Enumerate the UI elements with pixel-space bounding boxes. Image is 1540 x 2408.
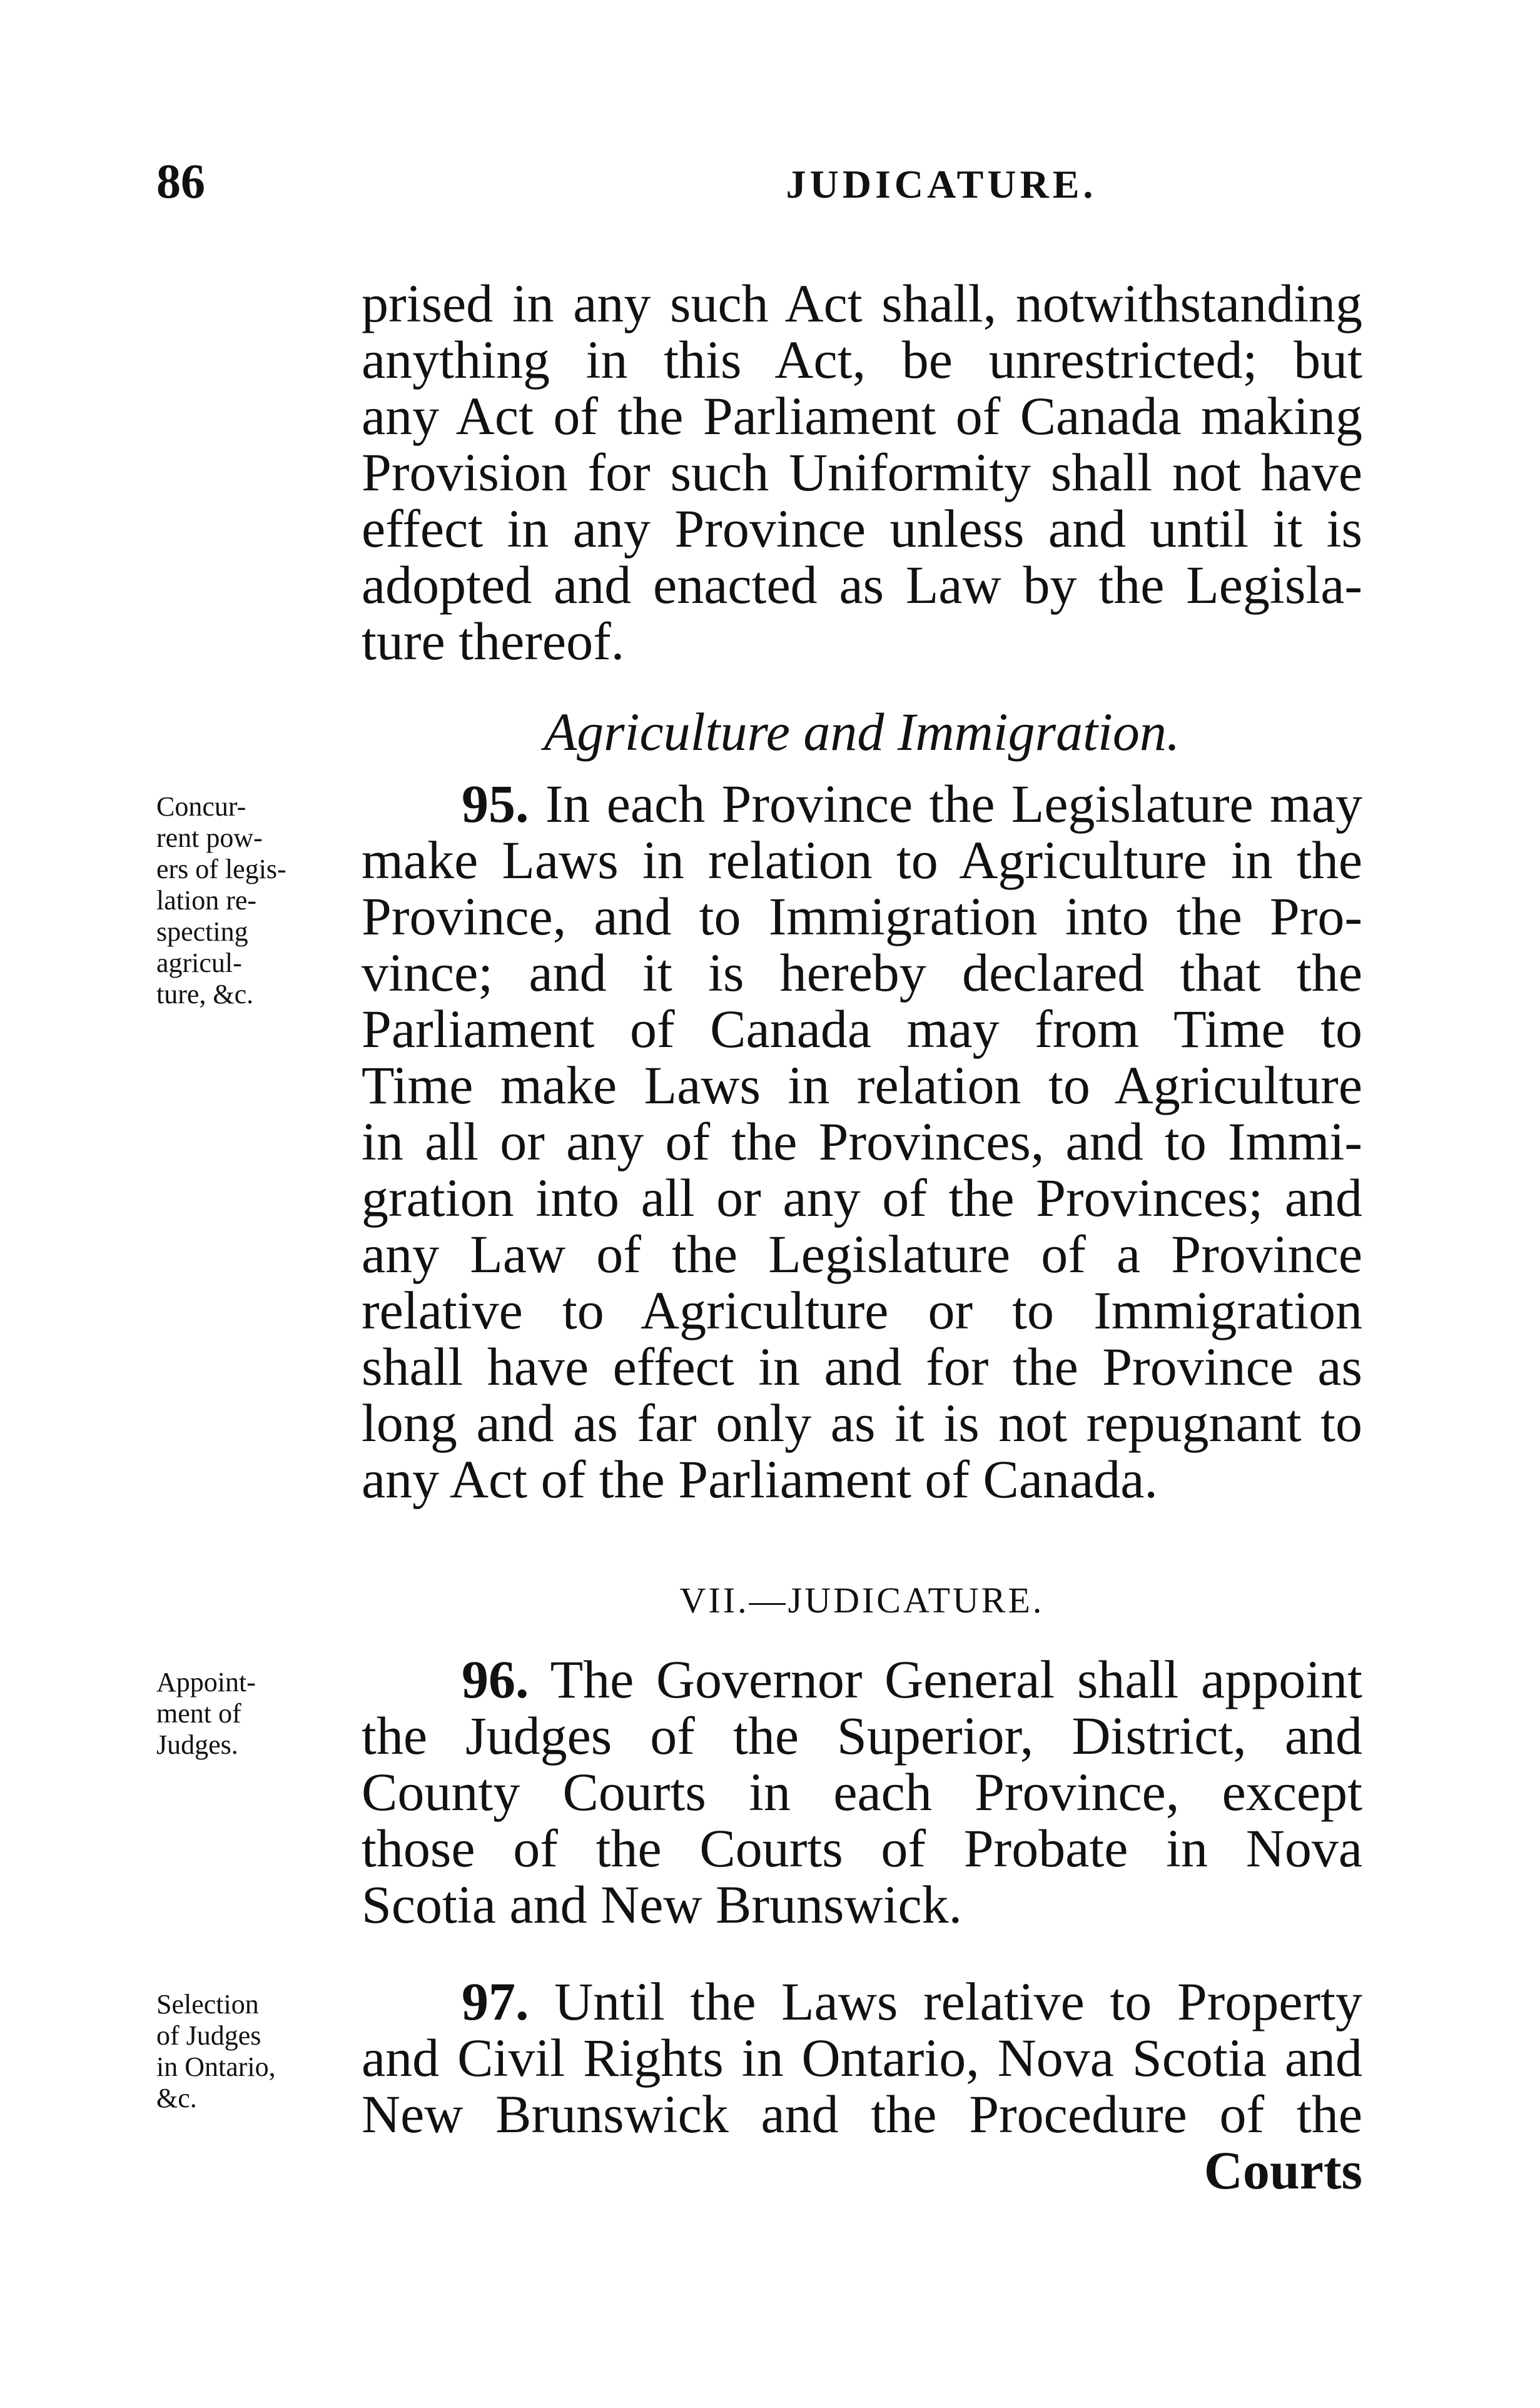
text-line: long and as far only as it is not repugnant to	[362, 1393, 1362, 1453]
text-line: Province, and to Immigration into the Pro-	[362, 886, 1362, 946]
marginal-line: rent pow-	[156, 822, 263, 853]
section-97-paragraph	[362, 1973, 1362, 2198]
section-96-paragraph	[362, 1651, 1362, 1933]
marginal-line: Selection	[156, 1989, 259, 2020]
text-line: any Act of the Parliament of Canada.	[362, 1449, 1158, 1509]
page-number: 86	[156, 154, 205, 208]
running-head: JUDICATURE.	[786, 162, 1097, 206]
text-line: and Civil Rights in Ontario, Nova Scotia and	[362, 2028, 1362, 2088]
catchword: Courts	[1203, 2140, 1362, 2200]
text-line: the Judges of the Superior, District, and	[362, 1706, 1362, 1766]
text-line: prised in any such Act shall, notwithstanding	[362, 273, 1362, 333]
text-line: any Law of the Legislature of a Province	[362, 1224, 1362, 1284]
text-line: Parliament of Canada may from Time to	[362, 999, 1362, 1059]
marginal-note-96	[156, 1667, 344, 1761]
marginal-note-97	[156, 1989, 344, 2114]
text-line-content: The Governor General shall appoint	[529, 1649, 1362, 1709]
text-line-content: Until the Laws relative to Property	[529, 1971, 1362, 2031]
text-line: Scotia and New Brunswick.	[362, 1874, 963, 1935]
marginal-line: lation re-	[156, 885, 257, 916]
text-line: make Laws in relation to Agriculture in the	[362, 830, 1362, 890]
section-95-paragraph	[362, 776, 1362, 1507]
text-line: any Act of the Parliament of Canada making	[362, 386, 1362, 446]
text-line: Time make Laws in relation to Agriculture	[362, 1055, 1362, 1115]
text-line: gration into all or any of the Provinces; and	[362, 1168, 1362, 1228]
text-line	[362, 1651, 1362, 1707]
marginal-line: Appoint-	[156, 1667, 256, 1697]
text-line: adopted and enacted as Law by the Legisla-	[362, 555, 1362, 615]
marginal-note-95	[156, 791, 344, 1010]
section-number-96: 96.	[462, 1649, 529, 1709]
text-line: anything in this Act, be unrestricted; but	[362, 330, 1362, 390]
continuation-paragraph	[362, 275, 1362, 669]
marginal-line: ers of legis-	[156, 854, 286, 884]
text-line	[362, 776, 1362, 832]
marginal-line: of Judges	[156, 2020, 261, 2051]
text-line: those of the Courts of Probate in Nova	[362, 1818, 1362, 1878]
text-line: ture thereof.	[362, 611, 625, 671]
text-line: effect in any Province unless and until it is	[362, 498, 1362, 559]
text-line: relative to Agriculture or to Immigration	[362, 1280, 1362, 1340]
marginal-line: Concur-	[156, 791, 246, 822]
section-number-95: 95.	[462, 774, 529, 834]
text-line: vince; and it is hereby declared that the	[362, 943, 1362, 1003]
text-line-content: In each Province the Legislature may	[529, 774, 1362, 834]
text-line: shall have effect in and for the Province as	[362, 1337, 1362, 1397]
marginal-line: &c.	[156, 2083, 197, 2113]
section-number-97: 97.	[462, 1971, 529, 2031]
section-heading-agriculture: Agriculture and Immigration.	[544, 702, 1180, 762]
text-line: County Courts in each Province, except	[362, 1762, 1362, 1822]
marginal-line: Judges.	[156, 1729, 238, 1760]
text-line: New Brunswick and the Procedure of the	[362, 2084, 1362, 2144]
marginal-line: specting	[156, 916, 248, 947]
text-line: Provision for such Uniformity shall not have	[362, 442, 1362, 502]
marginal-line: ment of	[156, 1698, 241, 1729]
marginal-line: in Ontario,	[156, 2051, 276, 2082]
part-heading-judicature: VII.—JUDICATURE.	[679, 1580, 1045, 1621]
marginal-line: agricul-	[156, 948, 242, 978]
text-line: in all or any of the Provinces, and to Immi-	[362, 1111, 1362, 1171]
text-line	[362, 1973, 1362, 2030]
marginal-line: ture, &c.	[156, 979, 254, 1009]
